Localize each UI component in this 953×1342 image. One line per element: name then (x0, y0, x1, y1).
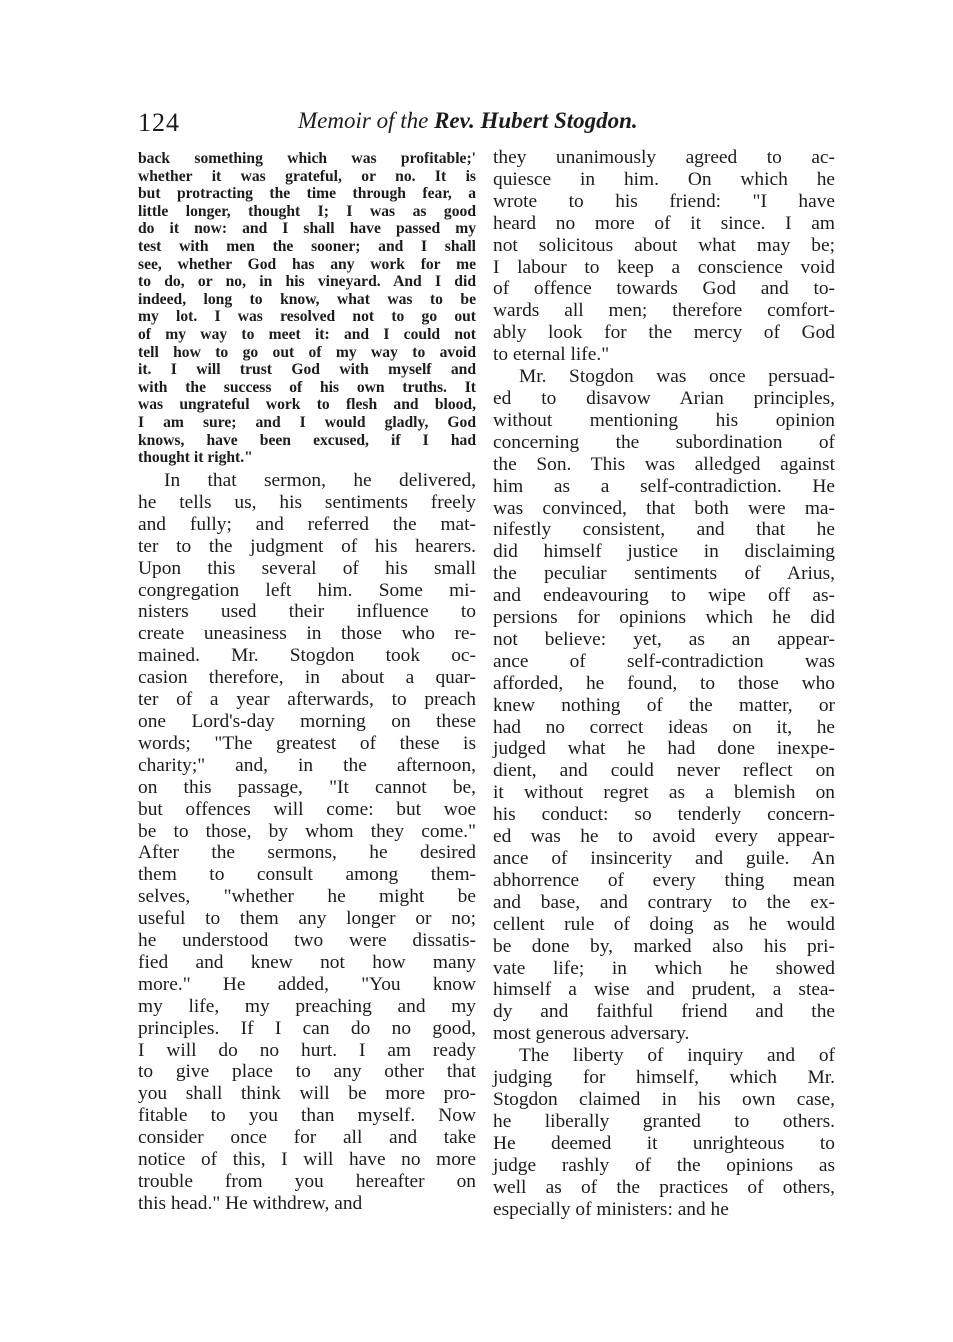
text-line: After the sermons, he desired (138, 842, 476, 864)
right-paragraph-3 (493, 1045, 835, 1220)
text-line: mained. Mr. Stogdon took oc- (138, 645, 476, 667)
text-line: quiesce in him. On which he (493, 168, 835, 190)
text-line: Upon this several of his small (138, 557, 476, 579)
text-line: it. I will trust God with myself and (138, 361, 476, 379)
text-line: this head." He withdrew, and (138, 1192, 363, 1214)
text-line: ter of a year afterwards, to preach (138, 689, 476, 711)
text-line: dy and faithful friend and the (493, 1001, 835, 1023)
text-line: useful to them any longer or no; (138, 908, 476, 930)
text-line: selves, "whether he might be (138, 886, 476, 908)
text-line: little longer, thought I; I was as good (138, 202, 476, 220)
text-line: of my way to meet it: and I could not (138, 325, 476, 343)
text-line: and endeavouring to wipe off as- (493, 585, 835, 607)
running-title-prefix: Memoir of the (298, 108, 435, 133)
text-line: more." He added, "You know (138, 973, 476, 995)
text-line: it without regret as a blemish on (493, 782, 835, 804)
text-line: ance of insincerity and guile. An (493, 848, 835, 869)
text-line: I labour to keep a conscience void (493, 256, 835, 278)
text-line: ed was he to avoid every appear- (493, 826, 835, 848)
text-line: judged what he had done inexpe- (493, 738, 835, 760)
page-header (138, 108, 838, 142)
text-line: judge rashly of the opinions as (493, 1154, 835, 1176)
text-line: knew nothing of the matter, or (493, 694, 835, 716)
text-line: test with men the sooner; and I shall (138, 237, 476, 255)
text-line: trouble from you hereafter on (138, 1171, 476, 1192)
text-line: did himself justice in disclaiming (493, 541, 835, 563)
text-line: cellent rule of doing as he would (493, 913, 835, 935)
text-line: not believe: yet, as an appear- (493, 628, 835, 650)
text-line: congregation left him. Some mi- (138, 579, 476, 601)
text-line: they unanimously agreed to ac- (493, 147, 835, 168)
page-number: 124 (138, 108, 180, 137)
text-line: ably look for the mercy of God (493, 322, 835, 344)
text-line: indeed, long to know, what was to be (138, 290, 476, 308)
text-line: I will do no hurt. I am ready (138, 1039, 476, 1061)
text-line: heard no more of it since. I am (493, 212, 835, 234)
text-line: with the success of his own truths. It (138, 378, 476, 396)
quoted-passage (138, 150, 476, 467)
text-line: vate life; in which he showed (493, 957, 835, 979)
text-line: my life, my preaching and my (138, 995, 476, 1017)
right-paragraph-2 (493, 366, 835, 1045)
text-line: but protracting the time through fear, a (138, 185, 476, 203)
text-line: fitable to you than myself. Now (138, 1105, 476, 1127)
text-line: himself a wise and prudent, a stea- (493, 979, 835, 1001)
text-line: you shall think will be more pro- (138, 1083, 476, 1105)
text-line: one Lord's-day morning on these (138, 710, 476, 732)
text-line: he liberally granted to others. (493, 1110, 835, 1132)
text-line: the peculiar sentiments of Arius, (493, 563, 835, 585)
text-line: his conduct: so tenderly concern- (493, 804, 835, 826)
text-line: He deemed it unrighteous to (493, 1132, 835, 1154)
text-line: without mentioning his opinion (493, 409, 835, 431)
text-line: Mr. Stogdon was once persuad- (519, 366, 835, 388)
text-line: Stogdon claimed in his own case, (493, 1088, 835, 1110)
text-line: not solicitous about what may be; (493, 234, 835, 256)
text-line: I am sure; and I would gladly, God (138, 413, 476, 431)
text-line: consider once for all and take (138, 1127, 476, 1149)
text-line: be to those, by whom they come." (138, 820, 476, 842)
text-line: had no correct ideas on it, he (493, 716, 835, 738)
text-line: ance of self-contradiction was (493, 650, 835, 672)
text-line: to eternal life." (493, 344, 610, 366)
text-line: casion therefore, in about a quar- (138, 667, 476, 689)
text-line: was ungrateful work to flesh and blood, (138, 396, 476, 414)
text-line: back something which was profitable;' (138, 150, 476, 167)
running-title-name: Rev. Hubert Stogdon. (434, 108, 638, 133)
text-line: be done by, marked also his pri- (493, 935, 835, 957)
text-line: nifestly consistent, and that he (493, 519, 835, 541)
text-line: abhorrence of every thing mean (493, 869, 835, 891)
text-line: In that sermon, he delivered, (164, 470, 476, 491)
right-column (493, 147, 835, 1220)
text-line: of offence towards God and to- (493, 278, 835, 300)
text-line: but offences will come: but woe (138, 798, 476, 820)
text-line: most generous adversary. (493, 1023, 690, 1045)
text-line: The liberty of inquiry and of (519, 1045, 835, 1067)
text-line: tell how to go out of my way to avoid (138, 343, 476, 361)
text-line: he understood two were dissatis- (138, 930, 476, 952)
text-line: them to consult among them- (138, 864, 476, 886)
right-paragraph-1 (493, 147, 835, 366)
text-line: judging for himself, which Mr. (493, 1067, 835, 1089)
text-line: do it now: and I shall have passed my (138, 220, 476, 238)
running-title (298, 108, 638, 134)
text-line: notice of this, I will have no more (138, 1149, 476, 1171)
text-line: whether it was grateful, or no. It is (138, 167, 476, 185)
text-line: wards all men; therefore comfort- (493, 300, 835, 322)
text-line: nisters used their influence to (138, 601, 476, 623)
text-line: knows, have been excused, if I had (138, 431, 476, 449)
left-column-paragraph (138, 470, 476, 1215)
text-line: and base, and contrary to the ex- (493, 891, 835, 913)
text-line: fied and knew not how many (138, 951, 476, 973)
text-line: charity;" and, in the afternoon, (138, 754, 476, 776)
text-line: afforded, he found, to those who (493, 672, 835, 694)
text-line: principles. If I can do no good, (138, 1017, 476, 1039)
text-line: ed to disavow Arian principles, (493, 387, 835, 409)
text-line: words; "The greatest of these is (138, 732, 476, 754)
text-line: concerning the subordination of (493, 431, 835, 453)
text-line: and fully; and referred the mat- (138, 513, 476, 535)
text-line: him as a self-contradiction. He (493, 475, 835, 497)
text-line: persions for opinions which he did (493, 607, 835, 629)
text-line: wrote to his friend: "I have (493, 190, 835, 212)
text-line: ter to the judgment of his hearers. (138, 535, 476, 557)
text-line: create uneasiness in those who re- (138, 623, 476, 645)
text-line: was convinced, that both were ma- (493, 497, 835, 519)
text-line: thought it right." (138, 449, 253, 467)
text-line: well as of the practices of others, (493, 1176, 835, 1198)
text-line: on this passage, "It cannot be, (138, 776, 476, 798)
text-line: see, whether God has any work for me (138, 255, 476, 273)
text-line: he tells us, his sentiments freely (138, 491, 476, 513)
text-line: especially of ministers: and he (493, 1198, 729, 1220)
text-line: to give place to any other that (138, 1061, 476, 1083)
text-line: the Son. This was alledged against (493, 453, 835, 475)
text-line: dient, and could never reflect on (493, 760, 835, 782)
text-line: to do, or no, in his vineyard. And I did (138, 273, 476, 291)
text-line: my lot. I was resolved not to go out (138, 308, 476, 326)
